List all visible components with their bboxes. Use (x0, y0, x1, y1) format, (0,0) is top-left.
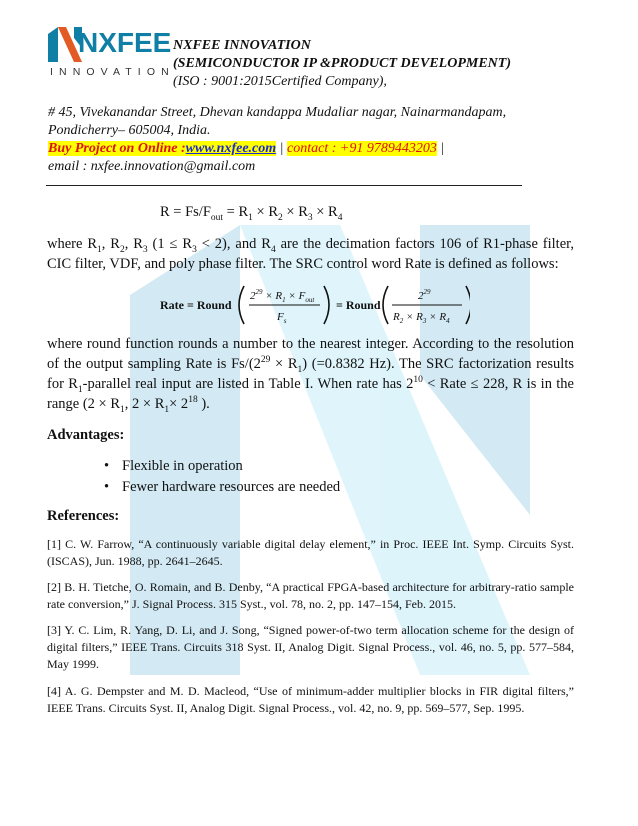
references-heading: References: (47, 508, 120, 524)
paren-right-2 (466, 286, 470, 324)
reference-item: [4] A. G. Dempster and M. D. Macleod, “Use of minimum-adder multiplier blocks in FIR digital filters,” IEEE Trans. Circuits Syst. II, Analog Digit. Signal Process., vol. 42, no. 9, pp. 569–577, Sep. 1995. (47, 684, 574, 715)
equation-decimation-ratio: $R = Fs/F_{out} = R_1 \times R_2 \times R_3 \times R_4$ (160, 204, 343, 223)
paren-left-1 (239, 286, 244, 324)
list-item: • Fewer hardware resources are needed (104, 477, 340, 498)
company-name: NXFEE INNOVATION (173, 38, 311, 53)
rate-formula (160, 282, 470, 328)
formula-den-left: $F_s$ (277, 311, 287, 325)
email-line: email : nxfee.innovation@gmail.com (48, 159, 256, 174)
logo-sub-text: INNOVATION (50, 66, 175, 78)
buy-online-label: Buy Project on Online : (48, 141, 186, 156)
paren-left-2 (383, 286, 388, 324)
separator: | (440, 141, 445, 156)
header-divider (46, 185, 522, 186)
formula-num-right: $2^{29}$ (418, 288, 431, 302)
advantages-heading: Advantages: (47, 427, 125, 443)
company-logo (46, 24, 175, 82)
reference-item: [1] C. W. Farrow, “A continuously variable digital delay element,” in Proc. IEEE Int. Symp. Circuits Syst. (ISCAS), Jun. 1988, pp. 2641–2645. (47, 537, 574, 568)
paragraph-rate-resolution: where round function rounds a number to the nearest integer. According to the resolution of the output sampling Rate is $Fs/(2^{29} \times R_1)$ (=0.8382 Hz). The SRC factorization results for $R_1$-parallel real input are listed in Table I. When rate has $2^{10}$ < Rate ≤ 228, R is in the range ($2 \times R_1$, $2 \times R_1\times 2^{18}$ ). (47, 336, 574, 415)
reference-item: [2] B. H. Tietche, O. Romain, and B. Denby, “A practical FPGA-based architecture for arbitrary-ratio sample rate conversion,” J. Signal Process. 315 Syst., vol. 78, no. 2, pp. 147–154, Feb. 2015. (47, 580, 574, 611)
contact-line (48, 140, 444, 158)
address-line-1: # 45, Vivekanandar Street, Dhevan kandappa Mudaliar nagar, Nainarmandapam, (48, 105, 507, 120)
separator: | (279, 141, 284, 156)
website-link[interactable]: www.nxfee.com (185, 141, 277, 156)
contact-phone: contact : +91 9789443203 (287, 141, 437, 156)
iso-certification: (ISO : 9001:2015Certified Company), (173, 74, 387, 89)
reference-item: [3] Y. C. Lim, R. Yang, D. Li, and J. Song, “Signed power-of-two term allocation scheme for the design of digital filters,” IEEE Trans. Circuits 318 Syst. II, Analog Digit. Signal Process., vol. 46, no. 5, pp. 577–584, May 1999. (47, 623, 574, 671)
company-tagline: (SEMICONDUCTOR IP &PRODUCT DEVELOPMENT) (173, 56, 511, 71)
logo-brand-text: NXFEE (78, 27, 172, 58)
list-item: • Flexible in operation (104, 456, 340, 477)
paragraph-decimation-factors: where $R_1$, $R_2$, $R_3$ $(1 \le R_3 < 2)$, and $R_4$ are the decimation factors 106 of R1-phase filter, CIC filter, VDF, and poly phase filter. The SRC control word Rate is defined as follows: (47, 236, 575, 272)
paren-right-1 (324, 286, 329, 324)
formula-lhs: Rate = Round (160, 298, 232, 312)
formula-mid: = Round (336, 298, 381, 312)
address-line-2: Pondicherry– 605004, India. (48, 123, 211, 138)
formula-num-left: $2^{29} \times R_1 \times F_{out}$ (250, 288, 315, 304)
formula-den-right: $R_2 \times R_3 \times R_4$ (393, 311, 450, 325)
advantages-list (104, 456, 340, 498)
